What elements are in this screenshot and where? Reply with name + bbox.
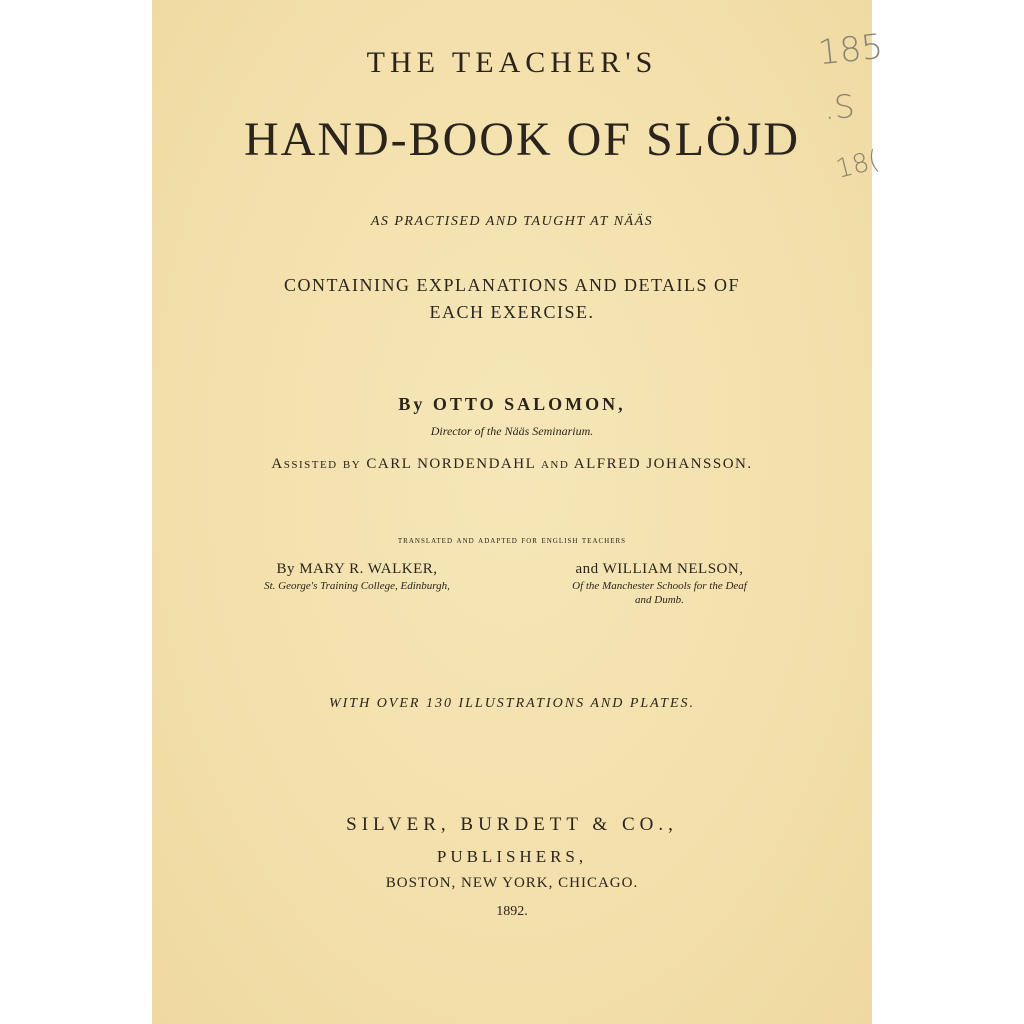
translator-2 (517, 561, 802, 606)
author-line: By OTTO SALOMON, (398, 394, 626, 414)
title-page (152, 0, 872, 1024)
subtitle: AS PRACTISED AND TAUGHT AT NÄÄS (370, 214, 654, 229)
publisher-cities: BOSTON, NEW YORK, CHICAGO. (385, 875, 639, 891)
description-line-2: EACH EXERCISE. (429, 302, 595, 322)
translator-2-name: and WILLIAM NELSON, (575, 561, 744, 577)
translator-1-affiliation: St. George's Training College, Edinburgh, (264, 580, 450, 592)
assisted-prefix: Assisted by (271, 456, 362, 472)
translator-2-affiliation-line-2: and Dumb. (635, 594, 684, 606)
translator-2-affiliation-line-1: Of the Manchester Schools for the Deaf (572, 580, 747, 592)
assistant-name-2: ALFRED JOHANSSON. (573, 456, 753, 472)
translator-1 (207, 561, 507, 592)
assistant-name-1: CARL NORDENDAHL (366, 456, 536, 472)
assisted-and: and (540, 456, 570, 472)
description (152, 272, 872, 326)
handwritten-annotation-2: .S (822, 86, 856, 128)
handwritten-annotation-1: 185 (816, 26, 885, 74)
title-top-line: THE TEACHER'S (366, 46, 658, 79)
translator-1-name: By MARY R. WALKER, (276, 561, 438, 577)
translated-line: translated and adapted for english teachers (397, 535, 627, 546)
publication-year: 1892. (496, 904, 528, 919)
assisted-by-line (152, 456, 872, 473)
book-title: HAND-BOOK OF SLÖJD (243, 113, 801, 166)
author-role: Director of the Nääs Seminarium. (430, 424, 594, 438)
illustrations-note: WITH OVER 130 ILLUSTRATIONS AND PLATES. (328, 696, 696, 711)
publisher-name: SILVER, BURDETT & CO., (346, 814, 678, 835)
publisher-label: PUBLISHERS, (436, 847, 588, 866)
handwritten-annotation-3: 18( (833, 145, 883, 185)
description-line-1: CONTAINING EXPLANATIONS AND DETAILS OF (283, 275, 741, 295)
